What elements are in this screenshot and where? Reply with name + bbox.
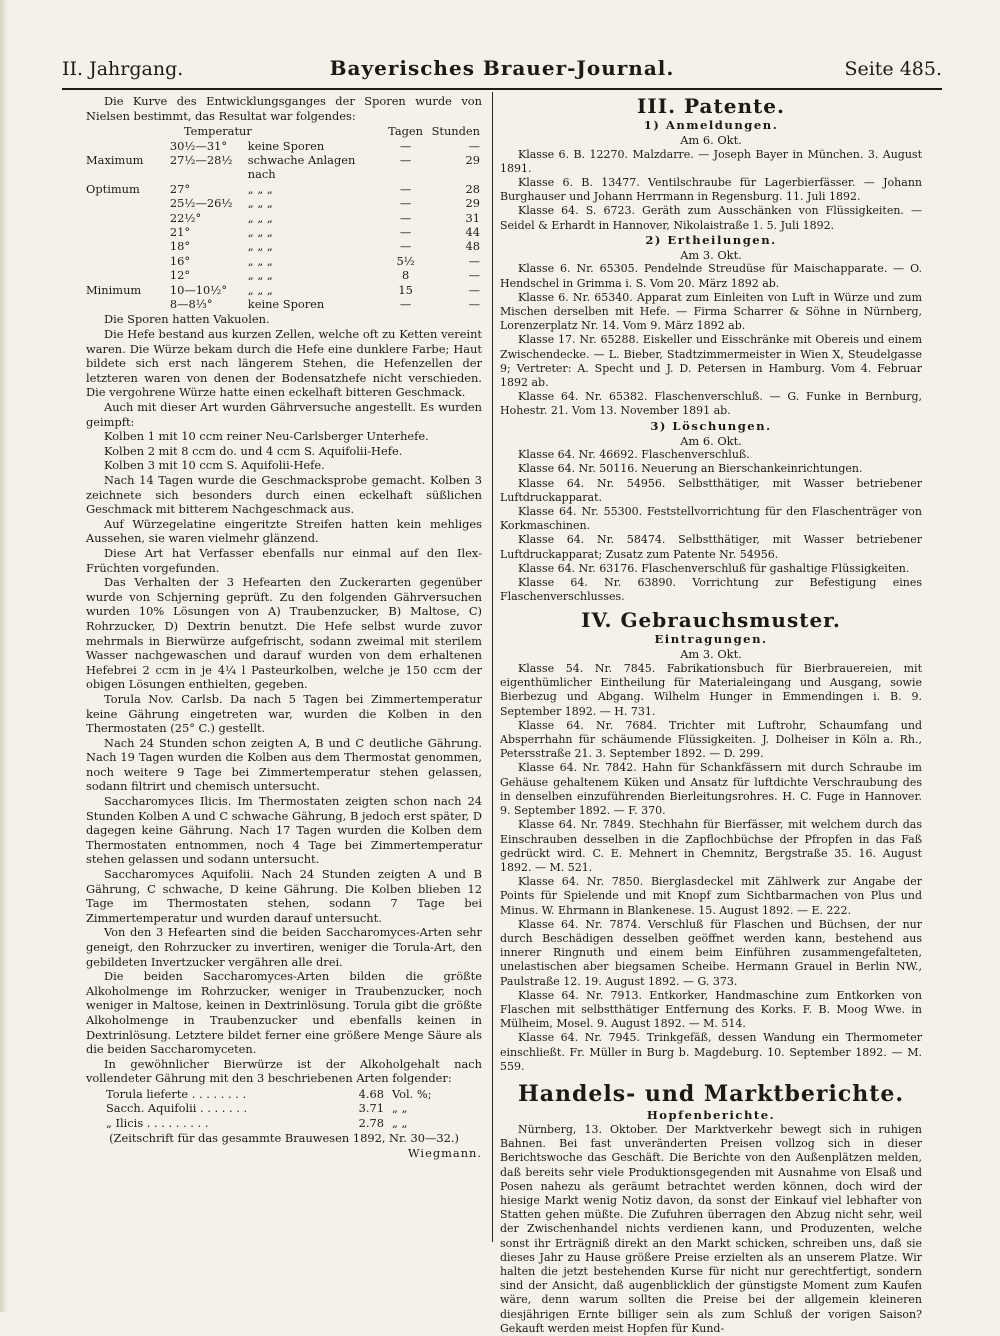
table-row: 25½—26½ „ „ „ — 29	[169, 196, 480, 211]
paragraph: Die Kurve des Entwicklungsganges der Sporen wurde von Nielsen bestimmt, das Resultat war folgendes:	[86, 94, 482, 123]
list-item: Klasse 64. Nr. 63176. Flaschenverschluß für gashaltige Flüssigkeiten.	[518, 561, 910, 575]
paragraph: Das Verhalten der 3 Hefearten den Zuckerarten gegenüber wurde von Schjerning geprüft. Zu den folgenden Gährversuchen wurden 10% Lösungen von A) Traubenzucker, B) Maltose, C) Rohrzucker, D) Dextrin benutzt. Die Hefe selbst wurde zuvor mehrmals in Bierwürze aufgefrischt, sodann zweimal mit sterilem Wasser nachgewaschen und darauf wurden von dem erhaltenen Hefebrei 2 ccm in je 4¼ l Pasteurkolben, welche je 150 ccm der obigen Lösungen enthielten, gegeben.	[86, 575, 482, 692]
table-header-row	[86, 124, 482, 138]
table-row: 18° „ „ „ — 48	[169, 239, 480, 254]
volume-label: II. Jahrgang.	[62, 58, 184, 80]
list-item: Klasse 6. B. 13477. Ventilschraube für Lagerbierfässer. — Johann Burghauser und Johann Herrmann in Regensburg. 11. Juli 1892.	[500, 176, 922, 204]
col-hours: Stunden	[431, 124, 480, 139]
list-item: Klasse 64. Nr. 50116. Neuerung an Bierschankeinrichtungen.	[518, 462, 863, 476]
journal-title: Bayerisches Brauer-Journal.	[329, 56, 675, 80]
list-item: Klasse 64. Nr. 7842. Hahn für Schankfässern mit durch Schraube im Gehäuse gehaltenem Küken und Ansatz für luftdichte Verschraubung des in denselben einzuführenden Bierleitungsrohres. H. C. Fuge in Hannover. 9. September 1892. — F. 370.	[500, 761, 922, 818]
list-item: Klasse 6. Nr. 65305. Pendelnde Streudüse für Maischapparate. — O. Hendschel in Grimma i. S. Vom 20. März 1892 ab.	[500, 262, 922, 290]
table-row: 21° „ „ „ — 44	[169, 225, 480, 240]
list-item: Klasse 17. Nr. 65288. Eiskeller und Eisschränke mit Obereis und einem Zwischendecke. — L. Bieber, Stadtzimmermeister in Wien X, Steudelgasse 9; Vertreter: A. Specht und J. D. Petersen in Hamburg. Vom 4. Februar 1892 ab.	[500, 333, 922, 390]
list-item: Klasse 64. Nr. 55300. Feststellvorrichtung für den Flaschenträger von Korkmaschinen.	[500, 505, 922, 533]
date-line: Am 6. Okt.	[680, 433, 742, 448]
list-item: Klasse 64. Nr. 7945. Trinkgefäß, dessen Wandung ein Thermometer einschließt. Fr. Müller in Burg b. Magdeburg. 10. September 1892. — M. 559.	[500, 1031, 922, 1073]
paragraph: Saccharomyces Aquifolii. Nach 24 Stunden zeigten A und B Gährung, C schwache, D keine Gährung. Die Kolben blieben 12 Tage im Thermostaten stehen, sodann 7 Tage bei Zimmertemperatur und wurden darauf untersucht.	[86, 867, 482, 925]
section-title-market: Handels- und Marktberichte.	[517, 1080, 905, 1107]
subsection-title: Hopfenberichte.	[646, 1107, 776, 1122]
header-rule	[62, 88, 942, 90]
col-temperature: Temperatur	[183, 124, 252, 139]
table-row: Minimum 10—10½° „ „ „ 15 —	[86, 282, 480, 297]
table-row: Maximum 27½—28½ schwache Anlagen nach — 29	[86, 153, 480, 182]
list-item: Klasse 64. Nr. 7850. Bierglasdeckel mit Zählwerk zur Angabe der Points für Spielende und mit Knopf zum Sichtbarmachen von Plus und Minus. W. Ehrmann in Blankenese. 15. August 1892. — E. 222.	[500, 875, 922, 917]
list-item: Klasse 64. Nr. 65382. Flaschenverschluß. — G. Funke in Bernburg, Hohestr. 21. Vom 13. November 1891 ab.	[500, 390, 922, 418]
table-row: Torula lieferte . . . . . . . . 4.68 Vol. %;	[106, 1086, 432, 1101]
page-edge	[0, 0, 8, 1312]
list-item: Klasse 64. Nr. 7684. Trichter mit Luftrohr, Schaumfang und Absperrhahn für schäumende Flüssigkeiten. J. Dolheiser in Köln a. Rh., Petersstraße 21. 3. September 1892. — D. 299.	[500, 718, 922, 761]
section-title-patents: III. Patente.	[637, 94, 785, 118]
flask-line: Kolben 1 mit 10 ccm reiner Neu-Carlsberger Unterhefe.	[104, 429, 429, 444]
table-row: 22½° „ „ „ — 31	[169, 210, 480, 225]
table-row: 8—8⅓° keine Sporen — —	[169, 297, 480, 312]
list-item: Klasse 64. Nr. 54956. Selbstthätiger, mit Wasser betriebener Luftdruckapparat.	[500, 476, 922, 504]
table-row: „ Ilicis . . . . . . . . . 2.78 „ „	[106, 1115, 408, 1130]
page-header	[62, 56, 942, 86]
table-row: 30½—31° keine Sporen — —	[169, 138, 480, 153]
right-column	[500, 94, 922, 1335]
list-item: Klasse 6. B. 12270. Malzdarre. — Joseph Bayer in München. 3. August 1891.	[500, 147, 922, 175]
subsection-title: 2) Ertheilungen.	[645, 232, 777, 247]
paragraph: Torula Nov. Carlsb. Da nach 5 Tagen bei Zimmertemperatur keine Gährung eingetreten war, wurden die Kolben in den Thermostaten (25° C.) gestellt.	[86, 691, 482, 736]
table-row: Sacch. Aquifolii . . . . . . . 3.71 „ „	[106, 1101, 408, 1116]
author-signature: Wiegmann.	[407, 1145, 482, 1160]
paragraph: Die Hefe bestand aus kurzen Zellen, welche oft zu Ketten vereint waren. Die Würze bekam durch die Hefe eine dunklere Farbe; Haut bildete sich erst nach längerem Stehen, die Hefenzellen der letzteren waren von denen der Bodensatzhefe nicht verschieden. Die vergohrene Würze hatte einen eckelhaft bitteren Geschmack.	[86, 327, 482, 400]
subsection-title: 3) Löschungen.	[650, 418, 772, 433]
paragraph: Von den 3 Hefearten sind die beiden Saccharomyces-Arten sehr geneigt, den Rohrzucker zu invertiren, weniger die Torula-Art, den gebildeten Invertzucker vergähren alle drei.	[86, 925, 482, 969]
left-column	[86, 94, 482, 1254]
page-number: Seite 485.	[844, 58, 942, 80]
paragraph: In gewöhnlicher Bierwürze ist der Alkoholgehalt nach vollendeter Gährung mit den 3 beschriebenen Arten folgender:	[86, 1056, 482, 1086]
list-item: Klasse 64. Nr. 63890. Vorrichtung zur Befestigung eines Flaschenverschlusses.	[500, 576, 922, 604]
table-row: Optimum 27° „ „ „ — 28	[86, 181, 480, 196]
paragraph: Saccharomyces Ilicis. Im Thermostaten zeigten schon nach 24 Stunden Kolben A und C schwache Gährung, B jedoch erst später, D dagegen keine Gährung. Nach 17 Tagen wurden die Kolben dem Thermostaten entnommen, noch 4 Tage bei Zimmertemperatur stehen gelassen und sodann untersucht.	[86, 794, 482, 867]
list-item: Klasse 64. Nr. 7913. Entkorker, Handmaschine zum Entkorken von Flaschen mit selbstthätiger Entfernung des Korks. F. B. Moog Wwe. in Mülheim, Mosel. 9. August 1892. — M. 514.	[500, 988, 922, 1031]
date-line: Am 3. Okt.	[680, 247, 742, 262]
list-item: Klasse 64. Nr. 7849. Stechhahn für Bierfässer, mit welchem durch das Einschrauben desselben in die Zapflochbüchse der Pfropfen in das Faß gedrückt wird. C. E. Mehnert in Chemnitz, Bergstraße 35. 16. August 1892. — M. 521.	[500, 818, 922, 874]
list-item: Klasse 6. Nr. 65340. Apparat zum Einleiten von Luft in Würze und zum Mischen derselben mit Hefe. — Firma Scharrer & Söhne in Nürnberg, Lorenzerplatz Nr. 14. Vom 9. März 1892 ab.	[500, 290, 922, 333]
spore-temperature-table	[86, 124, 482, 311]
section-title-utility-models: IV. Gebrauchsmuster.	[581, 608, 841, 633]
list-item: Klasse 64. Nr. 58474. Selbstthätiger, mit Wasser betriebener Luftdruckapparat; Zusatz zum Patente Nr. 54956.	[500, 533, 922, 561]
table-row: 12° „ „ „ 8 —	[169, 268, 480, 283]
col-days: Tagen	[388, 124, 424, 139]
source-citation: (Zeitschrift für das gesammte Brauwesen 1892, Nr. 30—32.)	[109, 1131, 459, 1146]
list-item: Klasse 64. Nr. 7874. Verschluß für Flaschen und Büchsen, der nur durch Beschädigen desselben geöffnet werden kann, bestehend aus innerer Ringnuth und einem beim Einführen zusammengefalteten, unelastischen aber biegsamen Scheibe. Hermann Grauel in Berlin NW., Paulstraße 12. 19. August 1892. — G. 373.	[500, 917, 922, 988]
paragraph: Die beiden Saccharomyces-Arten bilden die größte Alkoholmenge im Rohrzucker, weniger in Traubenzucker, noch weniger in Maltose, keinen in Dextrinlösung. Torula gibt die größte Alkoholmenge in Traubenzucker und ebenfalls keinen in Dextrinlösung. Letztere bildet ferner eine größere Menge Säure als die beiden Saccharomyceten.	[86, 969, 482, 1057]
table-row: 16° „ „ „ 5½ —	[169, 253, 480, 268]
date-line: Am 3. Okt.	[680, 647, 742, 662]
date-line: Am 6. Okt.	[680, 133, 742, 147]
paragraph: Nach 14 Tagen wurde die Geschmacksprobe gemacht. Kolben 3 zeichnete sich besonders durch einen eckelhaft süßlichen Geschmack mit bitterem Nachgeschmack aus.	[86, 473, 482, 517]
list-item: Klasse 64. Nr. 46692. Flaschenverschluß.	[518, 448, 750, 462]
paragraph: Auf Würzegelatine eingeritzte Streifen hatten kein mehliges Aussehen, sie waren vielmehr glänzend.	[86, 516, 482, 546]
subsection-title: Eintragungen.	[654, 632, 768, 647]
flask-line: Kolben 3 mit 10 ccm S. Aquifolii-Hefe.	[104, 458, 325, 473]
paragraph: Nach 24 Stunden schon zeigten A, B und C deutliche Gährung. Nach 19 Tagen wurden die Kolben aus dem Thermostat genommen, noch weitere 9 Tage bei Zimmertemperatur stehen gelassen, sodann filtrirt und chemisch untersucht.	[86, 735, 482, 794]
paragraph: Diese Art hat Verfasser ebenfalls nur einmal auf den Ilex-Früchten vorgefunden.	[86, 545, 482, 575]
market-report: Nürnberg, 13. Oktober. Der Marktverkehr bewegt sich in ruhigen Bahnen. Bei fast unveränderten Preisen vollzog sich in dieser Berichtswoche das Geschäft. Die Berichte von den Außenplätzen melden, daß bereits sehr viele Produktionsgegenden mit Ausnahme von Elsaß und Posen nahezu als geräumt betrachtet werden können, doch wird der hiesige Markt wenig Notiz davon, da sonst der Einkauf viel lebhafter von Statten gehen müßte. Die Zufuhren überragen den Abzug nicht sehr, weil der Zwischenhandel nichts verdienen kann, und Produzenten, welche sonst ihr Erträgniß direkt an den Markt schicken, schreiben uns, daß sie dieses Jahr zu Hause größere Preise erzielten als an unserem Platze. Wir halten die jetzt bestehenden Kurse für nicht nur gerechtfertigt, sondern sind der Ansicht, daß augenblicklich der günstigste Moment zum Kaufen wäre, denn warum sollten die Preise bei der allgemein kleineren diesjährigen Ernte billiger sein als zum Schluß der vorigen Saison? Gekauft werden meist Hopfen für Kund-	[500, 1122, 922, 1335]
paragraph: Die Sporen hatten Vakuolen.	[104, 312, 270, 327]
column-rule	[492, 92, 493, 1242]
alcohol-table	[86, 1087, 482, 1130]
subsection-title: 1) Anmeldungen.	[643, 118, 779, 132]
paragraph: Auch mit dieser Art wurden Gährversuche angestellt. Es wurden geimpft:	[86, 400, 482, 429]
flask-line: Kolben 2 mit 8 ccm do. und 4 ccm S. Aquifolii-Hefe.	[104, 443, 403, 458]
list-item: Klasse 54. Nr. 7845. Fabrikationsbuch für Bierbrauereien, mit eigenthümlicher Eintheilung für Materialeingang und Ausgang, sowie Bierbezug und Abgang. Wilhelm Hunger in Emmendingen i. B. 9. September 1892. — H. 731.	[500, 662, 922, 718]
list-item: Klasse 64. S. 6723. Geräth zum Ausschänken von Flüssigkeiten. — Seidel & Erhardt in Hannover, Nikolaistraße 1. 5. Juli 1892.	[500, 204, 922, 232]
